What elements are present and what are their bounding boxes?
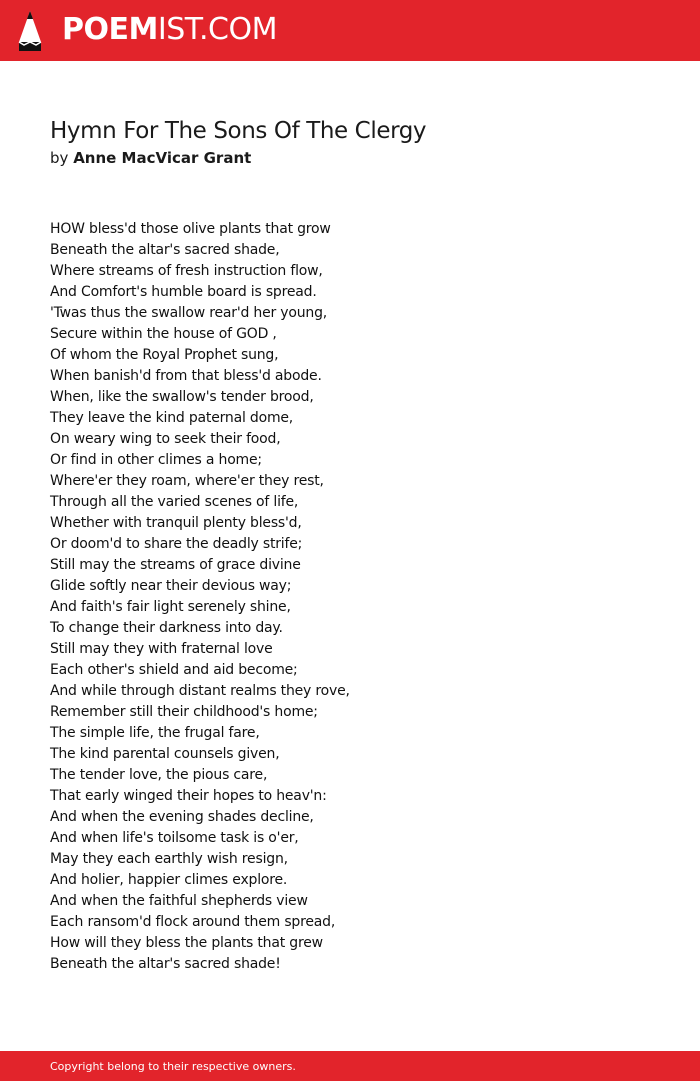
- poem-line: Each ransom'd flock around them spread,: [50, 914, 336, 930]
- byline: [50, 148, 251, 169]
- poem-line: The kind parental counsels given,: [50, 746, 280, 762]
- poem-line: They leave the kind paternal dome,: [50, 410, 294, 426]
- poem-line: When, like the swallow's tender brood,: [50, 389, 314, 405]
- poem-line: Whether with tranquil plenty bless'd,: [50, 515, 302, 531]
- poem-line: That early winged their hopes to heav'n:: [50, 788, 327, 804]
- logo-light-text: IST.COM: [157, 12, 277, 47]
- poem-line: On weary wing to seek their food,: [50, 431, 281, 447]
- poem-line: Beneath the altar's sacred shade!: [50, 956, 281, 972]
- poem-line: And when the faithful shepherds view: [50, 893, 308, 909]
- poem-line: Where streams of fresh instruction flow,: [50, 263, 323, 279]
- poem-line: And when life's toilsome task is o'er,: [50, 830, 299, 846]
- poem-line: And holier, happier climes explore.: [50, 872, 288, 888]
- poem-line: Remember still their childhood's home;: [50, 704, 318, 720]
- poem-line: And faith's fair light serenely shine,: [50, 599, 291, 615]
- poem-line: HOW bless'd those olive plants that grow: [50, 221, 331, 237]
- poem-line: Each other's shield and aid become;: [50, 662, 298, 678]
- poem-line: Still may they with fraternal love: [50, 641, 273, 657]
- site-logo[interactable]: [62, 12, 277, 48]
- poem-line: The simple life, the frugal fare,: [50, 725, 260, 741]
- poem-title: Hymn For The Sons Of The Clergy: [50, 118, 427, 144]
- poem-line: How will they bless the plants that grew: [50, 935, 323, 951]
- author-name: Anne MacVicar Grant: [73, 149, 252, 167]
- poem-line: The tender love, the pious care,: [50, 767, 268, 783]
- poem-line: When banish'd from that bless'd abode.: [50, 368, 322, 384]
- poem-line: Glide softly near their devious way;: [50, 578, 292, 594]
- poem-line: Or doom'd to share the deadly strife;: [50, 536, 303, 552]
- poem-line: Through all the varied scenes of life,: [50, 494, 299, 510]
- poem-line: Of whom the Royal Prophet sung,: [50, 347, 279, 363]
- poem-line: 'Twas thus the swallow rear'd her young,: [50, 305, 328, 321]
- poem-line: Secure within the house of GOD ,: [50, 326, 277, 342]
- poem-line: Still may the streams of grace divine: [50, 557, 301, 573]
- poem-line: And Comfort's humble board is spread.: [50, 284, 317, 300]
- pencil-icon[interactable]: [16, 9, 44, 52]
- poem-line: And when the evening shades decline,: [50, 809, 314, 825]
- site-footer: [0, 1051, 700, 1081]
- logo-bold-text: POEM: [62, 12, 158, 47]
- poem-line: Or find in other climes a home;: [50, 452, 262, 468]
- site-header: [0, 0, 700, 61]
- copyright-text: Copyright belong to their respective owners.: [50, 1060, 296, 1073]
- poem-body: [50, 219, 650, 975]
- poem-line: To change their darkness into day.: [50, 620, 283, 636]
- poem-line: And while through distant realms they rove,: [50, 683, 350, 699]
- by-label: by: [50, 149, 69, 167]
- poem-line: May they each earthly wish resign,: [50, 851, 288, 867]
- poem-line: Beneath the altar's sacred shade,: [50, 242, 280, 258]
- poem-line: Where'er they roam, where'er they rest,: [50, 473, 324, 489]
